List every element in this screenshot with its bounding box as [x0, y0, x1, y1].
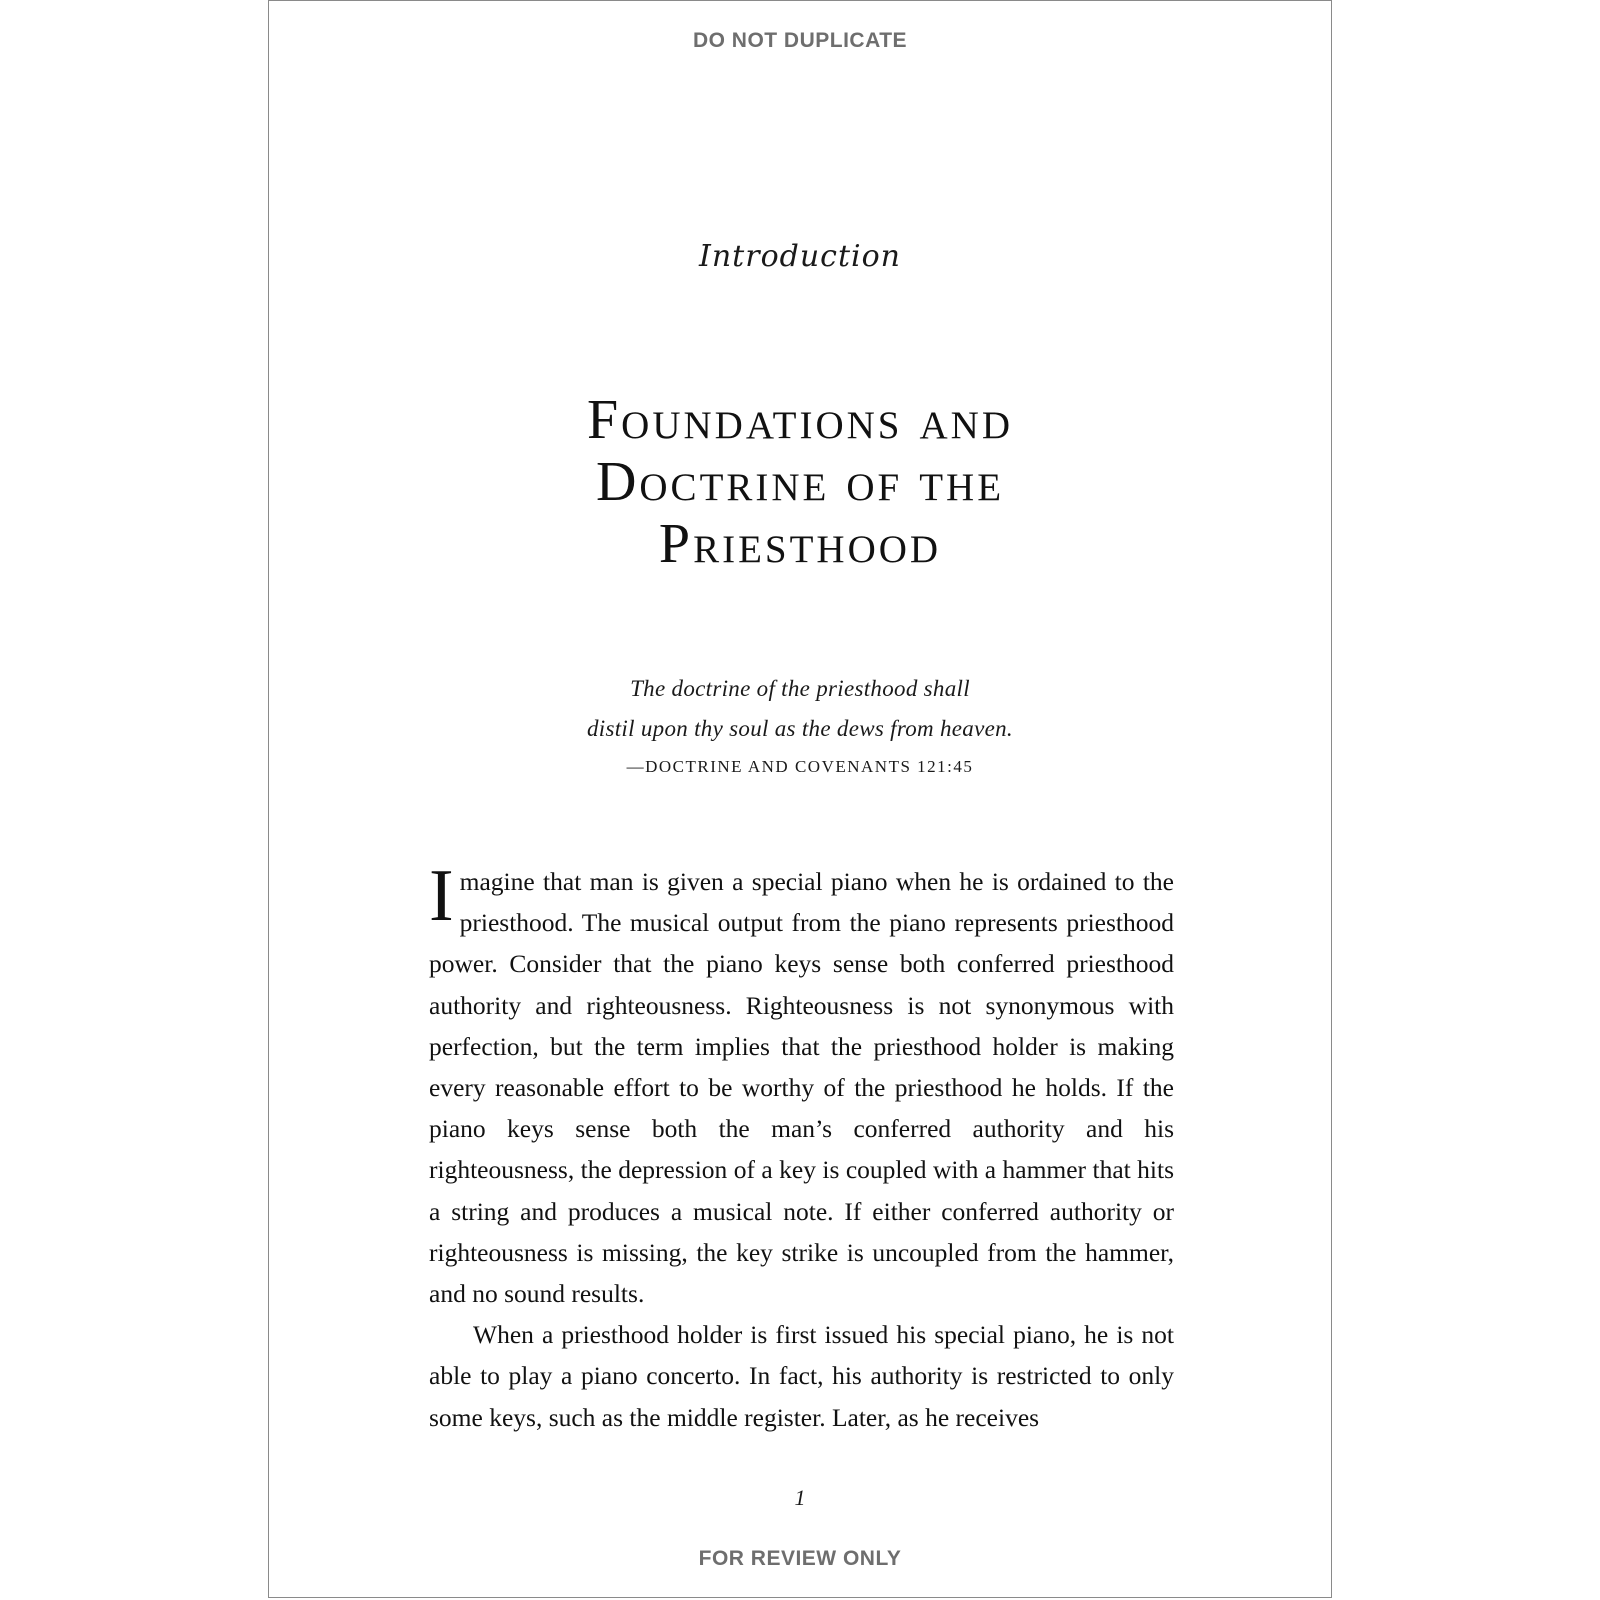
book-page — [268, 0, 1332, 1598]
paragraph: When a priesthood holder is first issued his special piano, he is not able to play a piano concerto. In fact, his authority is restricted to only some keys, such as the middle register. Later, as he receives — [429, 1320, 1174, 1432]
drop-cap: I — [429, 855, 454, 937]
chapter-title-line: Priesthood — [658, 513, 942, 575]
epigraph-line: distil upon thy soul as the dews from heaven. — [587, 716, 1013, 741]
epigraph-line: The doctrine of the priesthood shall — [630, 676, 970, 701]
paragraph — [429, 855, 1174, 1314]
epigraph — [269, 669, 1331, 779]
chapter-title-line: Foundations and — [587, 389, 1013, 451]
chapter-label: Introduction — [699, 239, 901, 274]
page-number: 1 — [794, 1485, 806, 1510]
body-text — [429, 855, 1174, 1438]
chapter-title — [269, 389, 1331, 575]
chapter-title-line: Doctrine of the — [595, 451, 1005, 513]
watermark-top: DO NOT DUPLICATE — [692, 29, 908, 52]
paragraph-text: magine that man is given a special piano when he is ordained to the priesthood. The musical output from the piano represents priesthood power. Consider that the piano keys sense both conferred priesthood authority and righteousness. Righteousness is not synonymous with perfection, but the term implies that the priesthood holder is making every reasonable effort to be worthy of the priesthood he holds. If the piano keys sense both the man’s conferred authority and his righteousness, the depression of a key is coupled with a hammer that hits a string and produces a musical note. If either conferred authority or righteousness is missing, the key strike is uncoupled from the hammer, and no sound results. — [429, 867, 1174, 1309]
watermark-bottom: FOR REVIEW ONLY — [698, 1547, 902, 1570]
epigraph-attribution: —DOCTRINE AND COVENANTS 121:45 — [626, 757, 974, 776]
